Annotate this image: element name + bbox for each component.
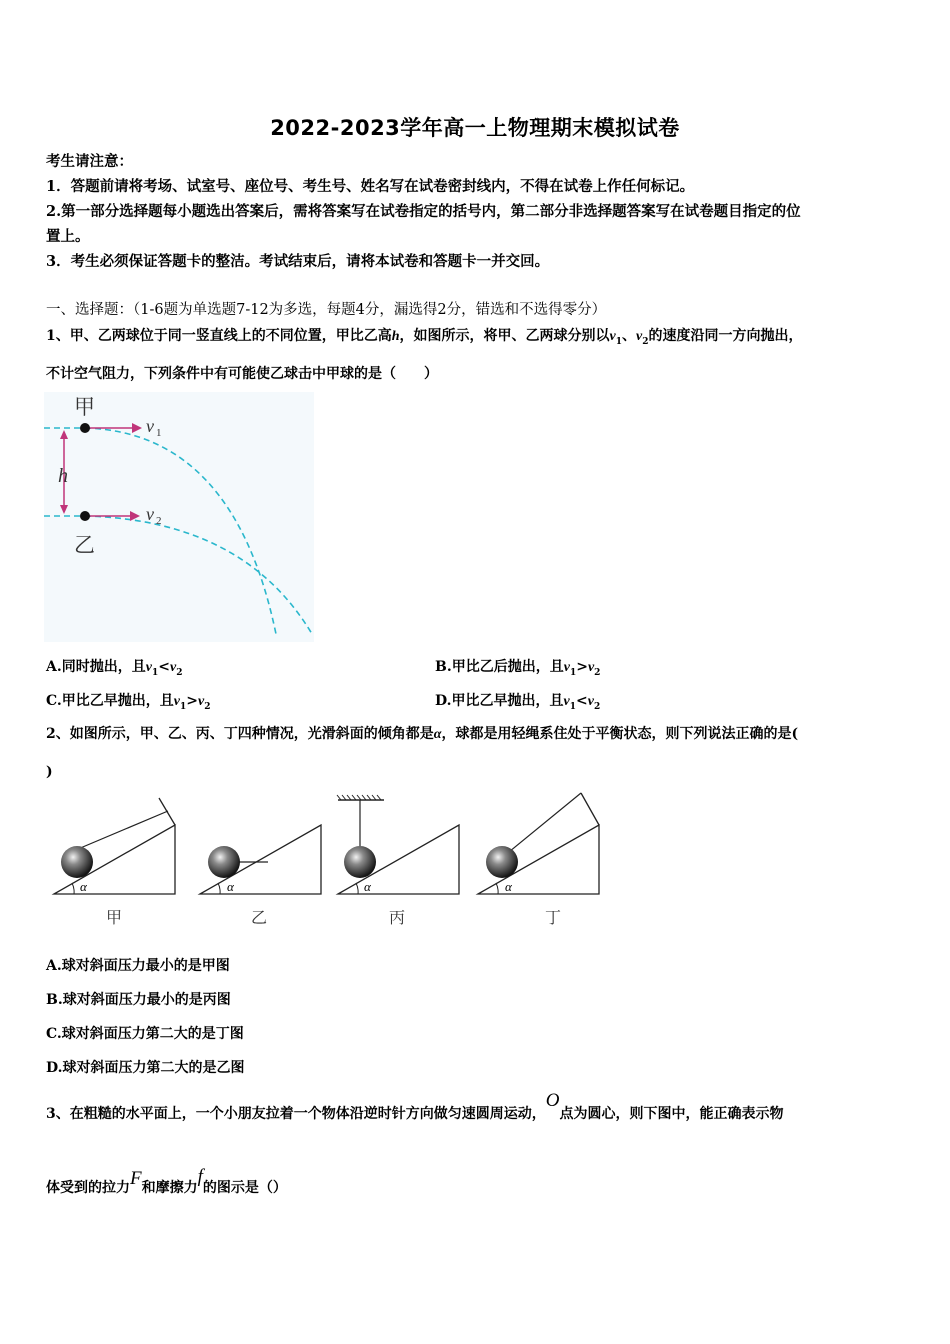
q3-text-a: 3、在粗糙的水平面上，一个小朋友拉着一个物体沿逆时针方向做匀速圆周运动， xyxy=(46,1106,546,1122)
q2-ding-board xyxy=(581,793,599,825)
q1-option-b-rel: > xyxy=(576,659,588,675)
q2-bing-ball xyxy=(344,846,376,878)
q1-option-d-v1: v xyxy=(563,694,570,709)
q1-option-d-text: D.甲比乙早抛出，且 xyxy=(435,693,564,709)
q1-label-jia: 甲 xyxy=(74,395,95,419)
page-title: 2022-2023学年高一上物理期末模拟试卷 xyxy=(270,116,680,140)
q2-bing-angle-arc xyxy=(356,883,358,894)
q1-option-b-sub1: 1 xyxy=(569,667,577,678)
q1-option-c[interactable] xyxy=(46,690,210,712)
q1-text-a: 1、甲、乙两球位于同一竖直线上的不同位置，甲比乙高 xyxy=(46,328,392,344)
q1-option-c-sub2: 2 xyxy=(204,701,211,712)
q1-label-h: h xyxy=(58,465,68,487)
q2-text-a: 2、如图所示，甲、乙、丙、丁四种情况，光滑斜面的倾角都是 xyxy=(46,726,434,742)
q1-stem-line2: 不计空气阻力，下列条件中有可能使乙球击中甲球的是（ ） xyxy=(46,366,438,382)
q1-option-a-sub2: 2 xyxy=(176,667,183,678)
q1-label-yi: 乙 xyxy=(74,533,95,557)
q2-ding-ball xyxy=(486,846,518,878)
q1-text-c: 的速度沿同一方向抛出， xyxy=(648,328,803,344)
q2-figure-yi xyxy=(200,825,321,927)
q2-stem-line2: ) xyxy=(46,764,53,780)
q1-option-c-sub1: 1 xyxy=(180,701,187,712)
q2-bing-angle-label: α xyxy=(364,879,371,894)
q1-option-b-v1: v xyxy=(563,660,570,675)
q3-O-symbol: O xyxy=(545,1090,560,1111)
q1-option-d-sub2: 2 xyxy=(593,701,601,712)
q1-ball-jia xyxy=(80,423,90,433)
notice-item-1: 1．答题前请将考场、试室号、座位号、考生号、姓名写在试卷密封线内，不得在试卷上作任何标记。 xyxy=(46,178,695,195)
q2-bing-label: 丙 xyxy=(389,908,406,927)
q1-projectile-figure xyxy=(44,392,314,642)
q2-ding-label: 丁 xyxy=(545,908,562,927)
q1-v2-sub: 2 xyxy=(642,336,649,347)
q2-option-d[interactable]: D.球对斜面压力第二大的是乙图 xyxy=(46,1060,245,1076)
q1-v1-symbol: v xyxy=(609,329,616,344)
q2-jia-rope xyxy=(78,811,168,849)
q3-F-symbol: F xyxy=(130,1168,142,1189)
q1-option-d-sub1: 1 xyxy=(569,701,576,712)
q1-option-c-v2: v xyxy=(198,694,205,709)
q1-v1-sub: 1 xyxy=(615,336,623,347)
q2-text-b: ，球都是用轻绳系住处于平衡状态，则下列说法正确的是( xyxy=(441,726,799,742)
q2-figure-bing xyxy=(337,795,459,927)
q2-option-c[interactable]: C.球对斜面压力第二大的是丁图 xyxy=(46,1026,244,1042)
q1-option-d[interactable] xyxy=(435,690,600,712)
notice-item-2: 2.第一部分选择题每小题选出答案后，需将答案写在试卷指定的括号内，第二部分非选择题答案写在试卷题目指定的位 xyxy=(46,203,801,220)
q3-text-b: 点为圆心，则下图中，能正确表示物 xyxy=(559,1106,784,1122)
q2-yi-ball xyxy=(208,846,240,878)
q1-option-d-rel: < xyxy=(576,693,588,709)
q2-ding-angle-label: α xyxy=(505,879,512,894)
q1-label-v2-sub: 2 xyxy=(156,515,162,527)
q2-jia-label: 甲 xyxy=(106,908,123,927)
q1-label-v1: v xyxy=(146,416,154,436)
q1-option-a-v2: v xyxy=(169,660,177,675)
q1-h-symbol: h xyxy=(391,329,400,344)
q1-option-c-rel: > xyxy=(186,693,198,709)
q1-option-a-text: A.同时抛出，且 xyxy=(46,659,146,675)
q1-v2-symbol: v xyxy=(636,329,643,344)
q1-stem-line1 xyxy=(46,326,803,352)
notice-heading: 考生请注意： xyxy=(46,153,133,170)
q1-option-a-sub1: 1 xyxy=(151,667,159,678)
q1-label-v1-sub: 1 xyxy=(156,427,162,439)
q1-sep: 、 xyxy=(622,328,637,344)
q3-text-a2: 体受到的拉力 xyxy=(46,1180,130,1196)
section-heading: 一、选择题：（1-6题为单选题7-12为多选，每题4分，漏选得2分，错选和不选得零分） xyxy=(46,302,607,318)
q1-option-a[interactable] xyxy=(46,656,182,678)
q2-yi-label: 乙 xyxy=(251,908,268,927)
q1-option-a-rel: < xyxy=(158,659,170,675)
q2-stem-line1 xyxy=(46,724,798,745)
q2-option-b[interactable]: B.球对斜面压力最小的是丙图 xyxy=(46,992,231,1008)
q2-figure-jia xyxy=(54,798,175,927)
q3-f-symbol: f xyxy=(197,1166,203,1187)
q1-option-b[interactable] xyxy=(435,656,600,678)
q1-text-b: ，如图所示，将甲、乙两球分别以 xyxy=(399,328,610,344)
q3-text-b2: 和摩擦力 xyxy=(141,1180,198,1196)
q2-jia-ball xyxy=(61,846,93,878)
q2-ding-angle-arc xyxy=(496,883,498,894)
q2-incline-figures xyxy=(44,790,614,935)
q3-text-c2: 的图示是（） xyxy=(202,1180,287,1196)
q3-stem-line2 xyxy=(46,1166,287,1198)
q1-option-c-text: C.甲比乙早抛出，且 xyxy=(46,693,174,709)
q2-alpha-symbol: α xyxy=(433,727,442,742)
q2-option-a[interactable]: A.球对斜面压力最小的是甲图 xyxy=(46,958,230,974)
q1-ball-yi xyxy=(80,511,90,521)
q2-yi-angle-label: α xyxy=(227,879,234,894)
q2-yi-angle-arc xyxy=(218,883,220,894)
q2-jia-angle-arc xyxy=(72,883,74,894)
q1-option-b-v2: v xyxy=(587,660,595,675)
notice-item-3: 3．考生必须保证答题卡的整洁。考试结束后，请将本试卷和答题卡一并交回。 xyxy=(46,253,550,270)
q1-option-d-v2: v xyxy=(587,694,594,709)
q1-option-a-v1: v xyxy=(145,660,152,675)
q1-label-v2: v xyxy=(146,504,154,524)
q2-figure-ding xyxy=(478,793,599,927)
q1-option-b-sub2: 2 xyxy=(594,667,601,678)
notice-item-2-cont: 置上。 xyxy=(46,228,90,245)
q1-option-b-text: B.甲比乙后抛出，且 xyxy=(435,659,564,675)
q2-ding-rope xyxy=(504,793,581,856)
q1-option-c-v1: v xyxy=(173,694,180,709)
q3-stem-line1 xyxy=(46,1090,784,1124)
q2-jia-angle-label: α xyxy=(80,879,87,894)
